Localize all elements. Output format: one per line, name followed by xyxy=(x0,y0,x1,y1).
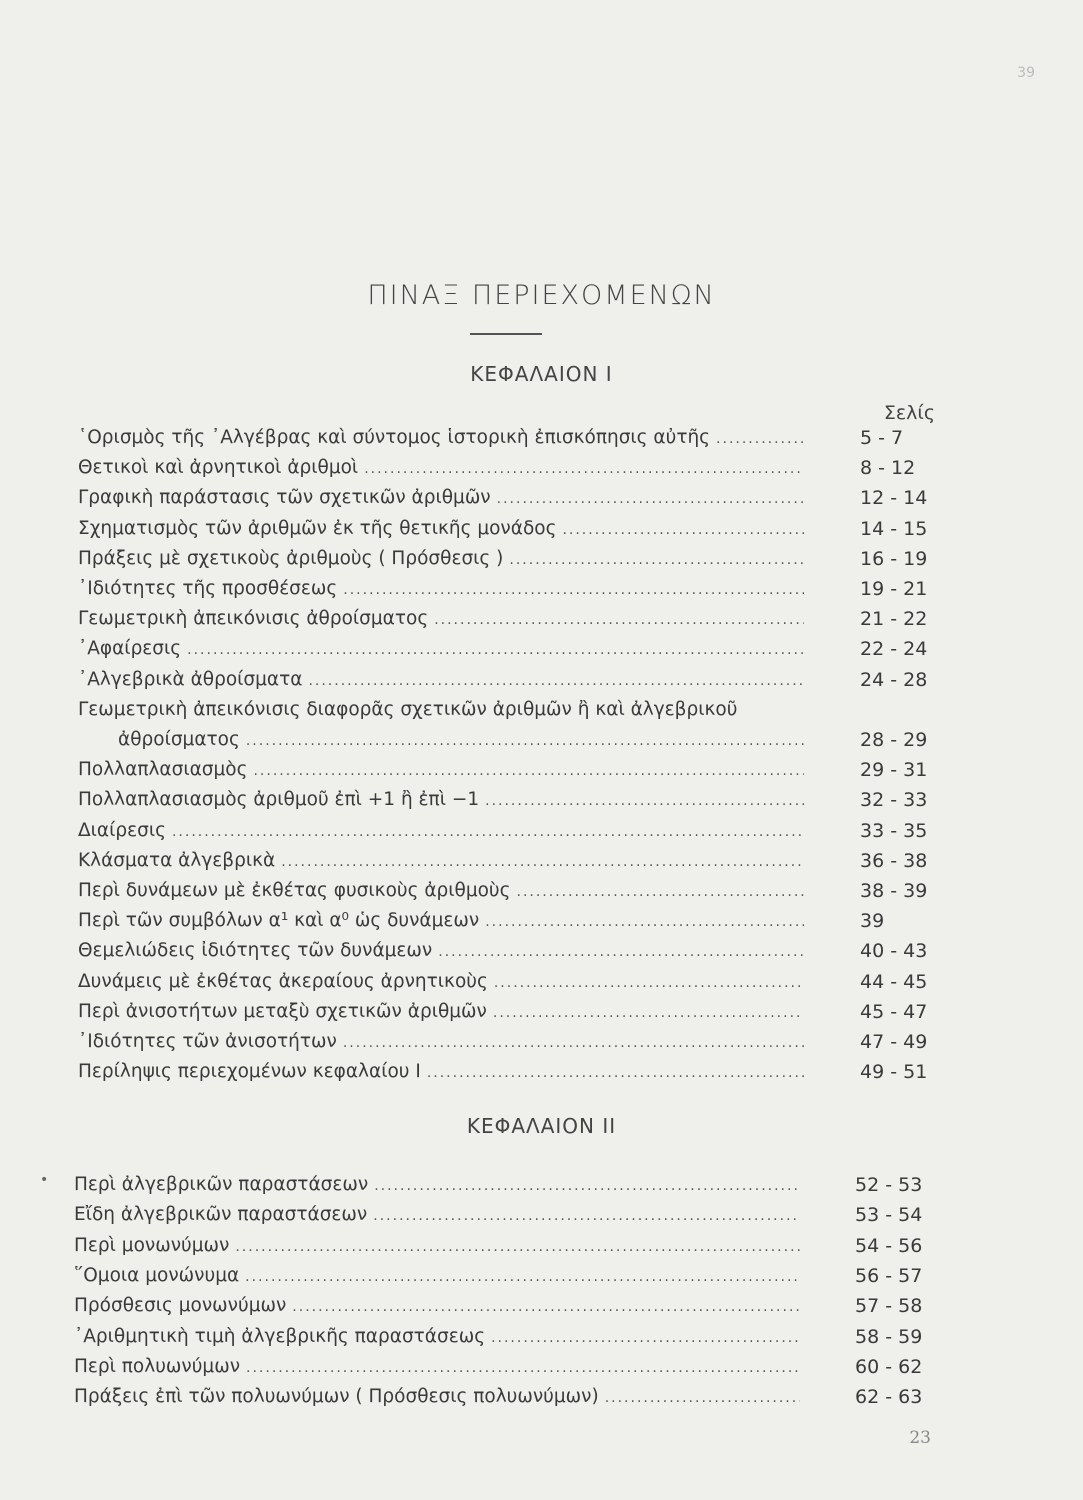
toc-entry-title: Περὶ τῶν συμβόλων α¹ καὶ α⁰ ὡς δυνάμεων xyxy=(78,910,480,932)
toc-entry-title: Περὶ ἀνισοτήτων μεταξὺ σχετικῶν ἀριθμῶν xyxy=(78,1000,487,1022)
toc-entry-title: ᾽Ιδιότητες τῆς προσθέσεως xyxy=(78,578,338,599)
toc-entry-title: ᾽Αλγεβρικὰ ἀθροίσματα xyxy=(78,668,303,690)
toc-entry-pages: 38 - 39 xyxy=(860,880,928,902)
dot-leader xyxy=(562,515,804,545)
page-number: 23 xyxy=(909,1428,931,1448)
toc-entry-pages: 45 - 47 xyxy=(860,1000,928,1023)
toc-entry xyxy=(74,1322,923,1352)
toc-entry-pages: 60 - 62 xyxy=(855,1355,923,1378)
page-title: ΠΙΝΑΞ ΠΕΡΙΕΧΟΜΕΝΩΝ xyxy=(367,280,716,311)
toc-entry-title: ᾽Αριθμητικὴ τιμὴ ἀλγεβρικῆς παραστάσεως xyxy=(74,1325,486,1347)
toc-entry-pages: 56 - 57 xyxy=(855,1264,923,1287)
dot-leader xyxy=(246,726,804,756)
toc-entry-pages: 49 - 51 xyxy=(860,1061,928,1084)
toc-entry-pages: 8 - 12 xyxy=(860,457,916,480)
toc-entry-title: ᾽Αφαίρεσις xyxy=(78,638,182,660)
toc-entry-pages: 44 - 45 xyxy=(860,970,928,993)
dot-leader xyxy=(605,1383,800,1413)
toc-entry xyxy=(78,514,928,544)
toc-entry-title: Διαίρεσις xyxy=(78,819,166,841)
toc-entry-title: Θεμελιώδεις ἰδιότητες τῶν δυνάμεων xyxy=(78,940,433,962)
toc-entry-title: Περὶ πολυωνύμων xyxy=(74,1355,241,1377)
toc-entry xyxy=(78,816,928,846)
toc-entry-pages: 32 - 33 xyxy=(860,789,928,812)
toc-entry xyxy=(118,725,928,755)
toc-entry-pages: 53 - 54 xyxy=(855,1204,923,1227)
toc-entry xyxy=(78,695,812,725)
dot-leader xyxy=(485,786,804,816)
toc-entry-pages: 14 - 15 xyxy=(860,517,928,540)
toc-entry xyxy=(78,967,928,997)
dot-leader xyxy=(374,1171,800,1201)
toc-entry-title: Θετικοὶ καὶ ἀρνητικοὶ ἀριθμοὶ xyxy=(78,457,359,479)
toc-entry xyxy=(74,1291,923,1321)
toc-entry xyxy=(78,846,928,876)
dot-leader xyxy=(493,998,804,1028)
toc-entry-title: ῞Ομοια μονώνυμα xyxy=(74,1264,240,1286)
toc-entry xyxy=(78,936,928,966)
dot-leader xyxy=(364,454,804,484)
toc-entry-title: Γεωμετρικὴ ἀπεικόνισις ἀθροίσματος xyxy=(78,608,429,630)
toc-entry-title: Πολλαπλασιασμὸς ἀριθμοῦ ἐπὶ +1 ἢ ἐπὶ −1 xyxy=(78,789,480,811)
dot-leader xyxy=(438,937,804,967)
toc-entry-title: Πράξεις ἐπὶ τῶν πολυωνύμων ( Πρόσθεσις πολυωνύμων) xyxy=(74,1386,599,1408)
toc-entry xyxy=(74,1231,923,1261)
toc-entry-pages: 33 - 35 xyxy=(860,819,928,842)
toc-entry xyxy=(74,1200,923,1230)
dot-leader xyxy=(246,1353,800,1383)
dot-leader xyxy=(491,1323,800,1353)
toc-entry xyxy=(74,1261,923,1291)
dot-leader xyxy=(517,877,805,907)
toc-entry-title: Περὶ ἀλγεβρικῶν παραστάσεων xyxy=(74,1174,369,1195)
toc-entry xyxy=(78,997,928,1027)
corner-mark: 39 xyxy=(1017,65,1035,81)
toc-entry xyxy=(78,574,928,604)
toc-entry-title: Κλάσματα ἀλγεβρικὰ xyxy=(78,849,276,871)
page-column-header: Σελίς xyxy=(883,402,935,424)
toc-entry-title: Γραφικὴ παράστασις τῶν σχετικῶν ἀριθμῶν xyxy=(78,487,491,509)
toc-entry-pages: 21 - 22 xyxy=(860,608,928,631)
toc-entry xyxy=(78,453,916,483)
dot-leader xyxy=(485,907,804,937)
toc-entry-pages: 28 - 29 xyxy=(860,729,928,751)
toc-entry-title: ἀθροίσματος xyxy=(118,729,240,750)
toc-entry-pages: 58 - 59 xyxy=(855,1325,923,1348)
toc-entry-title: ᾽Ιδιότητες τῶν ἀνισοτήτων xyxy=(78,1031,337,1052)
toc-entry-pages: 52 - 53 xyxy=(855,1174,923,1196)
dot-leader xyxy=(235,1232,800,1262)
toc-entry xyxy=(78,1027,928,1057)
dot-leader xyxy=(373,1201,800,1231)
toc-entry-pages: 36 - 38 xyxy=(860,849,928,872)
dot-leader xyxy=(716,424,804,454)
dot-leader xyxy=(343,575,804,605)
title-divider xyxy=(470,333,542,335)
toc-entry-title: Πολλαπλασιασμὸς xyxy=(78,759,248,781)
dot-leader xyxy=(308,666,804,696)
dot-leader xyxy=(427,1058,804,1088)
toc-entry-title: Περίληψις περιεχομένων κεφαλαίου Ι xyxy=(78,1061,421,1083)
toc-entry-pages: 40 - 43 xyxy=(860,940,928,963)
dot-leader xyxy=(172,817,804,847)
toc-entry xyxy=(74,1382,923,1412)
toc-entry-pages: 29 - 31 xyxy=(860,759,928,782)
margin-bullet: • xyxy=(40,1172,49,1188)
chapter-2-heading: ΚΕΦΑΛΑΙΟΝ ΙΙ xyxy=(466,1114,617,1138)
dot-leader xyxy=(509,545,804,575)
toc-entry-pages: 19 - 21 xyxy=(860,578,928,600)
toc-entry-pages: 47 - 49 xyxy=(860,1031,928,1053)
dot-leader xyxy=(292,1292,800,1322)
toc-entry-title: Περὶ δυνάμεων μὲ ἐκθέτας φυσικοὺς ἀριθμοὺς xyxy=(78,880,511,901)
toc-entry-pages: 24 - 28 xyxy=(860,668,928,691)
toc-entry xyxy=(78,755,928,785)
dot-leader xyxy=(281,847,804,877)
chapter-1-heading: ΚΕΦΑΛΑΙΟΝ Ι xyxy=(470,362,613,386)
dot-leader xyxy=(245,1262,800,1292)
toc-entry-title: Εἴδη ἀλγεβρικῶν παραστάσεων xyxy=(74,1204,368,1226)
toc-entry-pages: 16 - 19 xyxy=(860,547,928,570)
toc-entry-title: ῾Ορισμὸς τῆς ᾽Αλγέβρας καὶ σύντομος ἱστορικὴ ἐπισκόπησις αὐτῆς xyxy=(78,427,711,448)
dot-leader xyxy=(497,484,804,514)
toc-entry xyxy=(78,634,928,664)
dot-leader xyxy=(494,968,804,998)
toc-entry-pages: 57 - 58 xyxy=(855,1295,923,1318)
toc-entry-title: Πράξεις μὲ σχετικοὺς ἀριθμοὺς ( Πρόσθεσις ) xyxy=(78,547,504,569)
toc-entry xyxy=(78,906,885,936)
toc-entry-pages: 5 - 7 xyxy=(860,427,904,449)
toc-entry-pages: 39 xyxy=(860,910,885,933)
toc-entry xyxy=(78,665,928,695)
dot-leader xyxy=(187,635,804,665)
toc-entry xyxy=(78,483,928,513)
toc-entry-title: Γεωμετρικὴ ἀπεικόνισις διαφορᾶς σχετικῶν ἀριθμῶν ἢ καὶ ἀλγεβρικοῦ xyxy=(78,698,738,720)
dot-leader xyxy=(434,605,804,635)
toc-entry xyxy=(78,423,904,453)
toc-entry xyxy=(78,785,928,815)
toc-entry-title: Πρόσθεσις μονωνύμων xyxy=(74,1295,287,1317)
toc-entry xyxy=(78,876,928,906)
toc-entry-title: Δυνάμεις μὲ ἐκθέτας ἀκεραίους ἀρνητικοὺς xyxy=(78,970,488,992)
toc-entry xyxy=(74,1352,923,1382)
toc-entry-pages: 12 - 14 xyxy=(860,487,928,510)
toc-entry xyxy=(78,544,928,574)
dot-leader xyxy=(253,756,804,786)
toc-entry xyxy=(74,1170,923,1200)
toc-entry-pages: 62 - 63 xyxy=(855,1386,923,1409)
toc-entry xyxy=(78,604,928,634)
toc-entry-pages: 54 - 56 xyxy=(855,1234,923,1257)
dot-leader xyxy=(343,1028,804,1058)
toc-entry-title: Σχηματισμὸς τῶν ἀριθμῶν ἐκ τῆς θετικῆς μονάδος xyxy=(78,517,557,539)
toc-entry-title: Περὶ μονωνύμων xyxy=(74,1234,230,1256)
toc-entry-pages: 22 - 24 xyxy=(860,638,928,661)
toc-entry xyxy=(78,1057,928,1087)
